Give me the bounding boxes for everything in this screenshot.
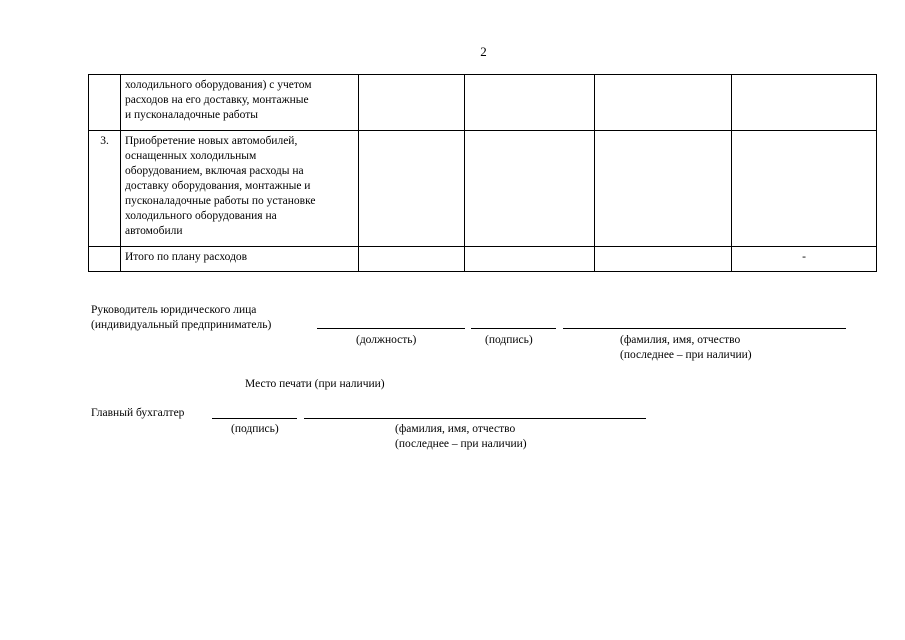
table-cell <box>595 131 732 247</box>
accountant-title: Главный бухгалтер <box>91 407 185 419</box>
table-cell <box>732 75 877 131</box>
table-cell <box>359 75 465 131</box>
position-line <box>317 328 465 329</box>
table-cell <box>732 131 877 247</box>
name-line <box>563 328 846 329</box>
row-description-text: холодильного оборудования) с учетом расходов на его доставку, монтажные и пусконаладочные работы <box>125 79 312 121</box>
table-cell <box>359 131 465 247</box>
accountant-name-caption-line2: (последнее – при наличии) <box>395 438 527 450</box>
name-caption-line2: (последнее – при наличии) <box>620 349 752 361</box>
row-description <box>121 131 359 247</box>
table-cell <box>465 247 595 272</box>
expense-plan-table <box>88 74 877 272</box>
row-description: Итого по плану расходов <box>121 247 359 272</box>
page-number: 2 <box>480 44 487 59</box>
signature-line <box>471 328 556 329</box>
position-caption: (должность) <box>356 334 417 346</box>
accountant-name-line <box>304 418 646 419</box>
table-cell <box>595 247 732 272</box>
row-description <box>121 75 359 131</box>
head-title-line2: (индивидуальный предприниматель) <box>91 319 272 331</box>
table-row-total <box>89 247 877 272</box>
row-description-text: Приобретение новых автомобилей, оснащенных холодильным оборудованием, включая расходы на доставку оборудования, монтажные и пусконаладочные работы по установке холодильного оборудования на автомобили <box>125 135 316 237</box>
name-caption-line1: (фамилия, имя, отчество <box>620 334 741 346</box>
head-title-line1: Руководитель юридического лица <box>91 304 257 316</box>
accountant-signature-caption: (подпись) <box>231 423 279 435</box>
table-cell <box>359 247 465 272</box>
table-cell <box>465 75 595 131</box>
table-cell <box>465 131 595 247</box>
stamp-place: Место печати (при наличии) <box>245 378 385 390</box>
signature-caption: (подпись) <box>485 334 533 346</box>
accountant-signature-line <box>212 418 297 419</box>
table-cell <box>595 75 732 131</box>
row-number: 3. <box>89 131 121 247</box>
accountant-name-caption-line1: (фамилия, имя, отчество <box>395 423 516 435</box>
row-number <box>89 75 121 131</box>
table-row <box>89 75 877 131</box>
total-value: - <box>732 247 877 272</box>
row-number <box>89 247 121 272</box>
table-row <box>89 131 877 247</box>
